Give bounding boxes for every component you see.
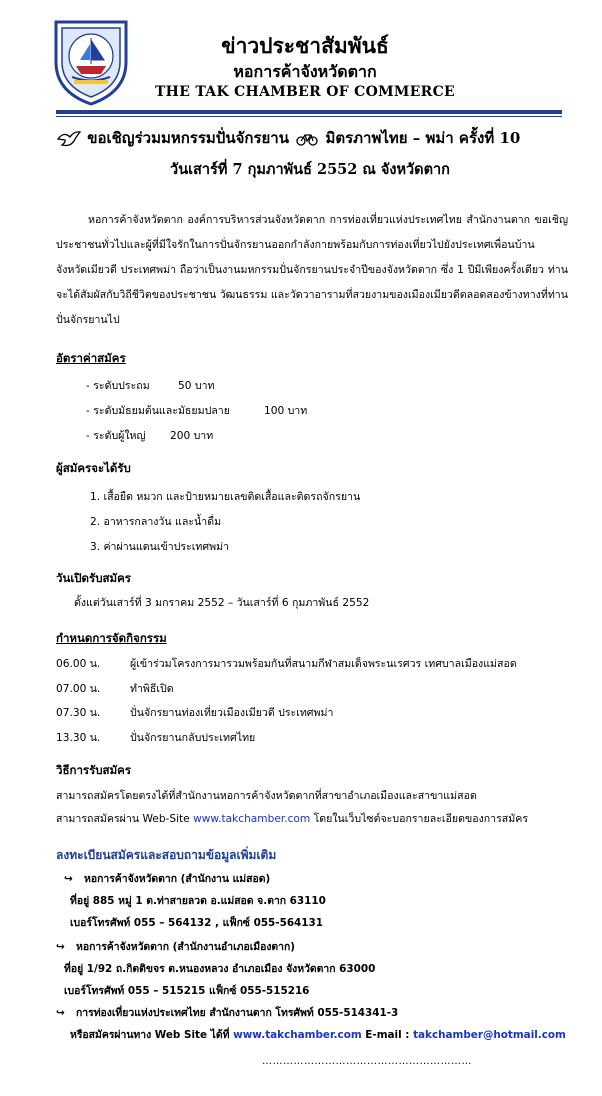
fee-price-secondary: 100 บาท <box>264 405 308 417</box>
fee-price-adult: 200 บาท <box>170 430 214 442</box>
email-label: E-mail : <box>361 1029 414 1041</box>
schedule-time: 06.00 น. <box>56 658 101 670</box>
registration-period-heading: วันเปิดรับสมัคร <box>56 571 131 585</box>
event-title-tail: มิตรภาพไทย – พม่า ครั้งที่ 10 <box>325 129 521 147</box>
fee-label-primary: - ระดับประถม <box>86 380 150 392</box>
tat-office: การท่องเที่ยวแห่งประเทศไทย สำนักงานตาก โทรศัพท์ 055-514341-3 <box>76 1007 399 1019</box>
website-link[interactable]: www.takchamber.com <box>193 813 311 825</box>
schedule-time: 07.30 น. <box>56 707 101 719</box>
footer-dots: …………………………………………………… <box>262 1056 472 1067</box>
arrow-icon: ↪ <box>56 941 65 953</box>
email-link[interactable]: takchamber@hotmail.com <box>413 1029 566 1041</box>
dove-icon <box>56 129 82 149</box>
office2-name-row <box>56 938 295 955</box>
tat-row <box>56 1004 398 1021</box>
fees-heading: อัตราค่าสมัคร <box>56 351 126 365</box>
office1-address: ที่อยู่ 885 หมู่ 1 ต.ท่าสายลวด อ.แม่สอด จ.ตาก 63110 <box>70 895 326 907</box>
registration-period-text: ตั้งแต่วันเสาร์ที่ 3 มกราคม 2552 – วันเสาร์ที่ 6 กุมภาพันธ์ 2552 <box>74 597 370 609</box>
benefit-item: 2. อาหารกลางวัน และน้ำดื่ม <box>90 516 222 528</box>
event-date-place: วันเสาร์ที่ 7 กุมภาพันธ์ 2552 ณ จังหวัดตาก <box>170 161 450 178</box>
apply-line-2-pre: สามารถสมัครผ่าน Web-Site <box>56 813 194 825</box>
apply-heading: วิธีการรับสมัคร <box>56 763 132 777</box>
office1-name-row <box>64 870 270 887</box>
intro-paragraph: หอการค้าจังหวัดตาก องค์การบริหารส่วนจังหวัดตาก การท่องเที่ยวแห่งประเทศไทย สำนักงานตาก ขอเชิญประชาชนทั่วไปและผู้ที่มีใจรักในการปั่นจักรยานออกกำลังกายพร้อมกับการท่องเที่ยวไปยังประเทศเพื่อนบ้าน จังหวัดเมียวดี ประเทศพม่า ถือว่าเป็นงานมหกรรมปั่นจักรยานประจำปีของจังหวัดตาก ซึ่ง 1 ปีมีเพียงครั้งเดียว ท่านจะได้สัมผัสกับวิถีชีวิตของประชาชน วัฒนธรรม และวัดวาอารามที่สวยงามของเมืองเมียวดีตลอดสองข้างทางที่ท่านปั่นจักรยานไป <box>56 214 568 326</box>
office2-address: ที่อยู่ 1/92 ถ.กิตติขจร ต.หนองหลวง อำเภอเมือง จังหวัดตาก 63000 <box>64 963 376 975</box>
arrow-icon: ↪ <box>56 1007 65 1019</box>
arrow-icon: ↪ <box>64 873 73 885</box>
apply-line-1: สามารถสมัครโดยตรงได้ที่สำนักงานหอการค้าจังหวัดตากที่สาขาอำเภอเมืองและสาขาแม่สอด <box>56 790 477 802</box>
event-title: ขอเชิญร่วมมหกรรมปั่นจักรยาน <box>87 129 289 147</box>
benefit-item: 1. เสื้อยืด หมวก และป้ายหมายเลขติดเสื้อและติดรถจักรยาน <box>90 491 361 503</box>
org-name-english: THE TAK CHAMBER OF COMMERCE <box>154 84 456 100</box>
contact-heading: ลงทะเบียนสมัครและสอบถามข้อมูลเพิ่มเติม <box>56 848 277 862</box>
schedule-activity: ผู้เข้าร่วมโครงการมารวมพร้อมกันที่สนามกีฬาสมเด็จพระนเรศวร เทศบาลเมืองแม่สอด <box>130 658 517 670</box>
office1-phone: เบอร์โทรศัพท์ 055 – 564132 , แฟ็กซ์ 055-564131 <box>70 917 323 929</box>
fee-label-adult: - ระดับผู้ใหญ่ <box>86 430 146 442</box>
press-release-title: ข่าวประชาสัมพันธ์ <box>221 33 389 58</box>
schedule-activity: ทำพิธีเปิด <box>130 683 174 695</box>
schedule-activity: ปั่นจักรยานท่องเที่ยวเมืองเมียวดี ประเทศพม่า <box>130 707 334 719</box>
web-contact-row <box>70 1026 566 1043</box>
benefit-item: 3. ค่าผ่านแดนเข้าประเทศพม่า <box>90 541 230 553</box>
fee-price-primary: 50 บาท <box>178 380 215 392</box>
office1-name: หอการค้าจังหวัดตาก (สำนักงาน แม่สอด) <box>84 873 271 885</box>
office2-name: หอการค้าจังหวัดตาก (สำนักงานอำเภอเมืองตาก) <box>76 941 296 953</box>
org-name-thai: หอการค้าจังหวัดตาก <box>233 62 377 81</box>
benefits-heading: ผู้สมัครจะได้รับ <box>56 461 131 475</box>
event-title-row <box>56 126 576 154</box>
header-rule-thin <box>56 116 562 117</box>
web-contact-pre: หรือสมัครผ่านทาง Web Site ได้ที่ <box>70 1029 234 1041</box>
header-rule-thick <box>56 110 562 114</box>
apply-line-2 <box>56 810 528 827</box>
fee-label-secondary: - ระดับมัธยมต้นและมัธยมปลาย <box>86 405 230 417</box>
schedule-time: 07.00 น. <box>56 683 101 695</box>
schedule-heading: กำหนดการจัดกิจกรรม <box>56 631 167 645</box>
tak-chamber-logo <box>46 14 136 106</box>
website-link[interactable]: www.takchamber.com <box>233 1029 362 1041</box>
schedule-activity: ปั่นจักรยานกลับประเทศไทย <box>130 732 256 744</box>
office2-phone: เบอร์โทรศัพท์ 055 – 515215 แฟ็กซ์ 055-515216 <box>64 985 310 997</box>
apply-line-2-post: โดยในเว็บไซต์จะบอกรายละเอียดของการสมัคร <box>310 813 529 825</box>
bicycle-icon <box>296 132 318 146</box>
schedule-time: 13.30 น. <box>56 732 101 744</box>
